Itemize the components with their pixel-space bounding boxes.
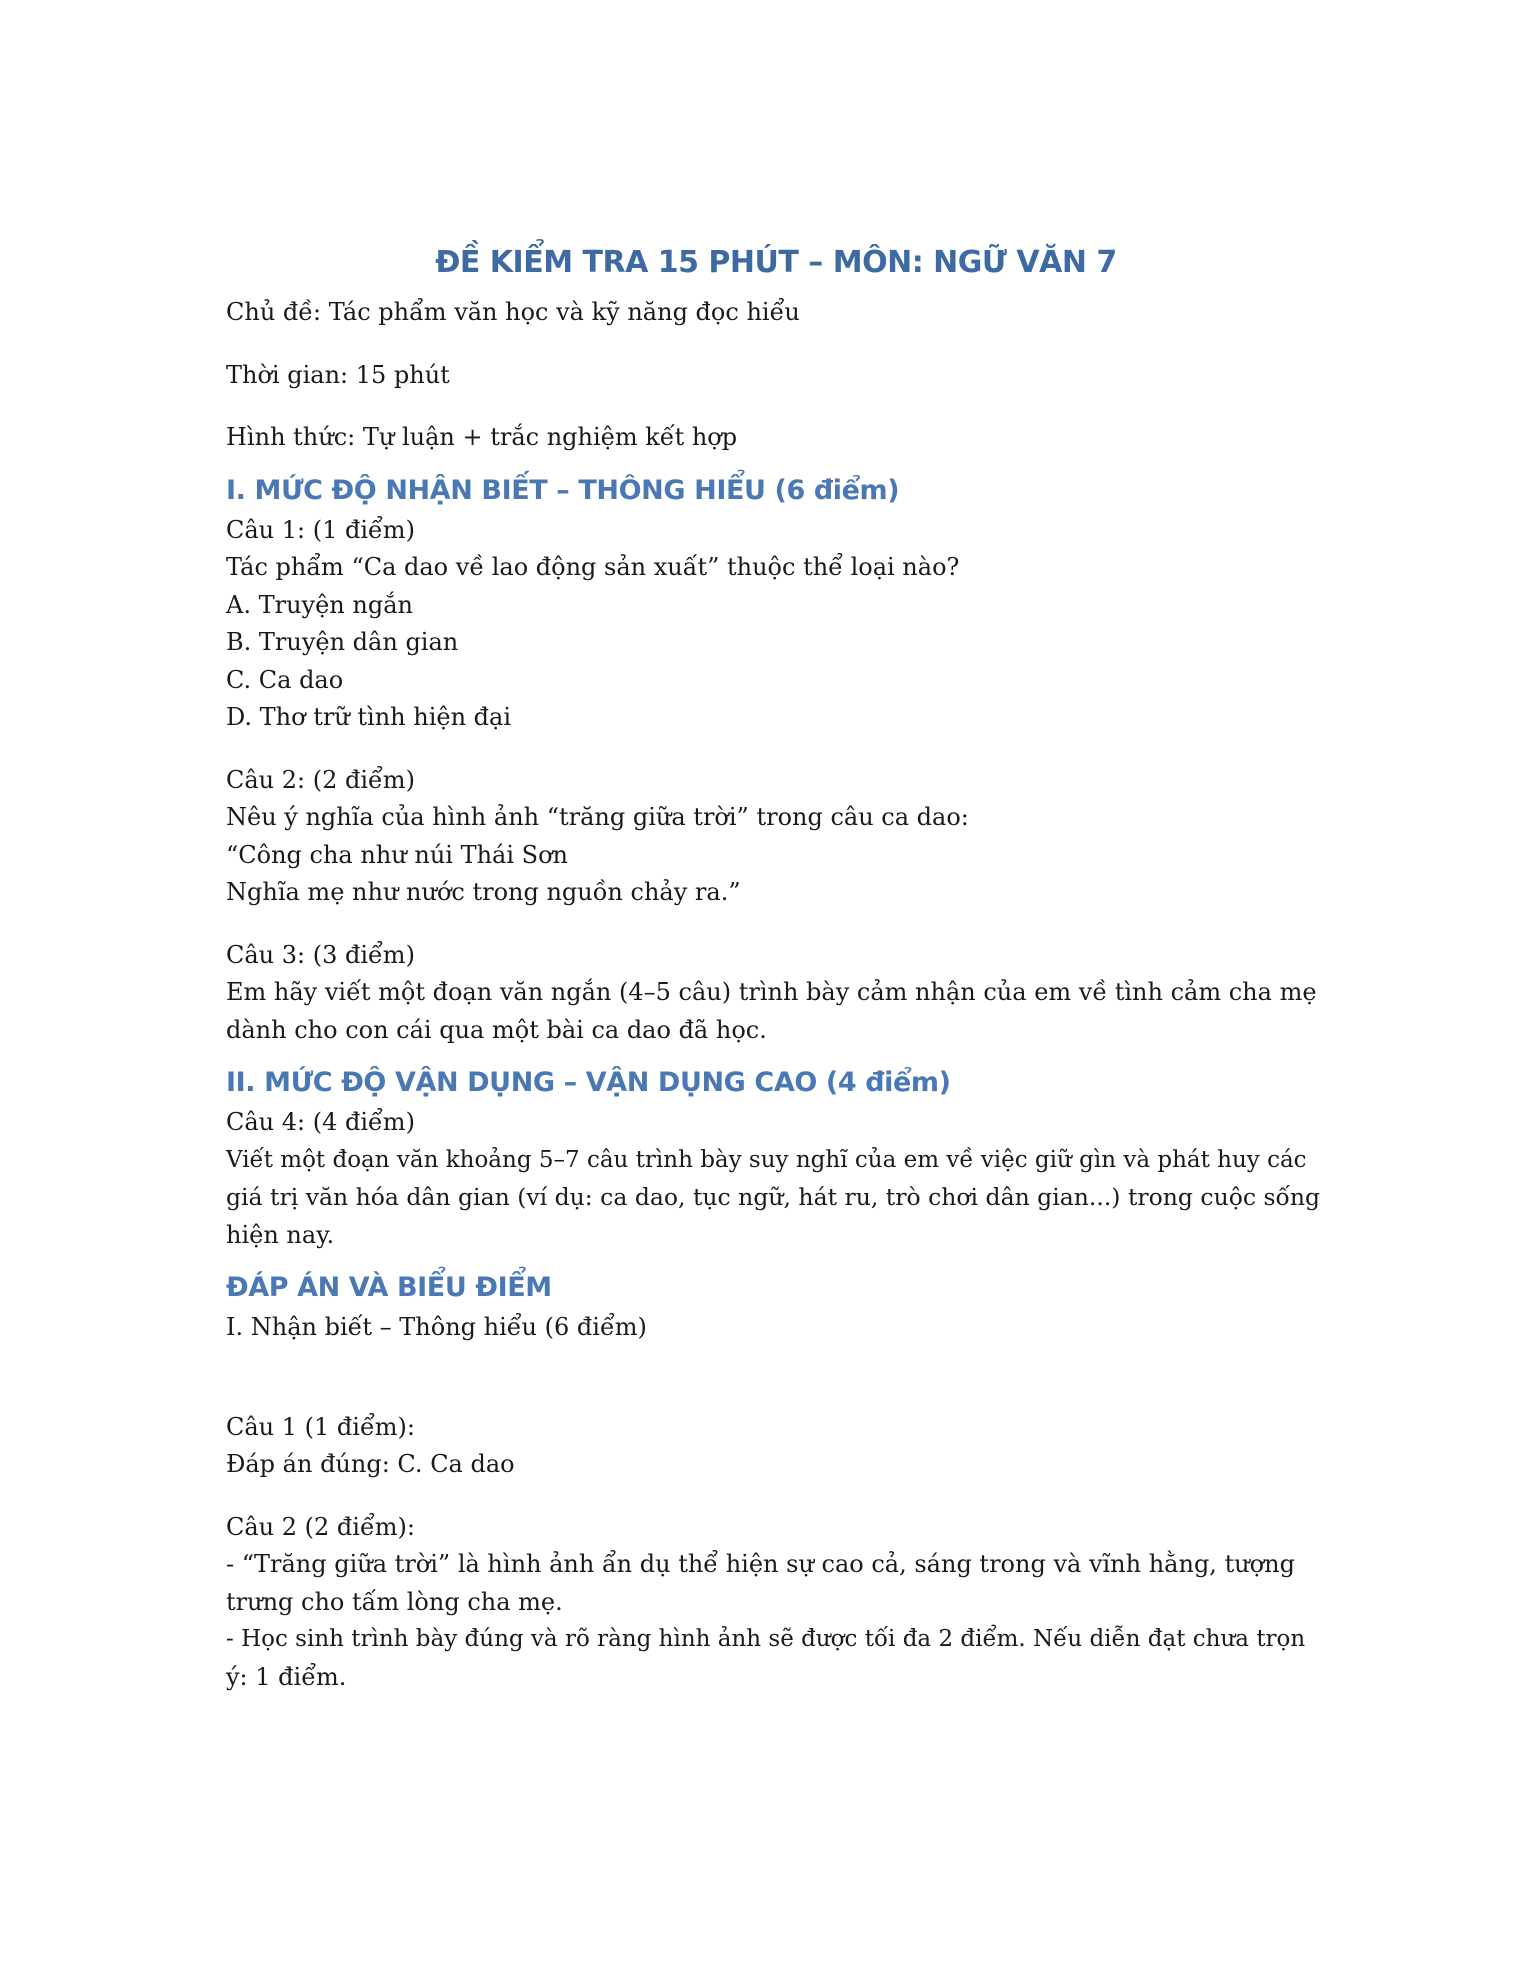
answers-subheading: I. Nhận biết – Thông hiểu (6 điểm) — [226, 1313, 647, 1341]
question-2-line: “Công cha như núi Thái Sơn — [226, 840, 569, 869]
format-line: Hình thức: Tự luận + trắc nghiệm kết hợp — [226, 423, 738, 451]
answer-1 — [226, 1409, 1326, 1484]
question-1-text: Tác phẩm “Ca dao về lao động sản xuất” thuộc thể loại nào? — [226, 553, 960, 581]
topic-line: Chủ đề: Tác phẩm văn học và kỹ năng đọc hiểu — [226, 298, 800, 326]
answer-2-line: - Học sinh trình bày đúng và rõ ràng hình ảnh sẽ được tối đa 2 điểm. Nếu diễn đạt chưa trọn — [226, 1626, 1306, 1652]
answer-2-line: ý: 1 điểm. — [226, 1662, 347, 1691]
question-2-label: Câu 2: (2 điểm) — [226, 765, 415, 794]
answer-1-label: Câu 1 (1 điểm): — [226, 1412, 415, 1441]
question-1-option-c: C. Ca dao — [226, 665, 344, 694]
question-1-label: Câu 1: (1 điểm) — [226, 515, 415, 544]
question-1-option-a: A. Truyện ngắn — [226, 590, 413, 619]
question-4-line: giá trị văn hóa dân gian (ví dụ: ca dao, tục ngữ, hát ru, trò chơi dân gian...) trong cuộc sống — [226, 1183, 1321, 1211]
section1-heading: I. MỨC ĐỘ NHẬN BIẾT – THÔNG HIỂU (6 điểm) — [226, 474, 900, 506]
question-2-line: Nghĩa mẹ như nước trong nguồn chảy ra.” — [226, 878, 741, 906]
question-4 — [226, 1104, 1326, 1254]
question-3-line: dành cho con cái qua một bài ca dao đã học. — [226, 1015, 767, 1044]
answer-1-text: Đáp án đúng: C. Ca dao — [226, 1450, 515, 1478]
question-4-label: Câu 4: (4 điểm) — [226, 1108, 415, 1136]
answer-2-label: Câu 2 (2 điểm): — [226, 1512, 415, 1541]
time-line: Thời gian: 15 phút — [226, 360, 450, 389]
question-1 — [226, 512, 1326, 737]
question-4-line: hiện nay. — [226, 1220, 335, 1249]
question-3 — [226, 937, 1326, 1050]
question-3-line: Em hãy viết một đoạn văn ngắn (4–5 câu) trình bày cảm nhận của em về tình cảm cha mẹ — [226, 978, 1317, 1006]
answer-2 — [226, 1509, 1326, 1697]
question-4-line: Viết một đoạn văn khoảng 5–7 câu trình bày suy nghĩ của em về việc giữ gìn và phát huy các — [226, 1146, 1307, 1173]
answer-2-line: - “Trăng giữa trời” là hình ảnh ẩn dụ thể hiện sự cao cả, sáng trong và vĩnh hằng, tượng — [226, 1550, 1295, 1578]
section2-heading: II. MỨC ĐỘ VẬN DỤNG – VẬN DỤNG CAO (4 điểm) — [226, 1067, 951, 1098]
question-2 — [226, 762, 1326, 912]
exam-document — [226, 238, 1326, 1696]
question-2-line: Nêu ý nghĩa của hình ảnh “trăng giữa trời” trong câu ca dao: — [226, 803, 969, 831]
answers-heading: ĐÁP ÁN VÀ BIỂU ĐIỂM — [226, 1272, 552, 1303]
question-1-option-b: B. Truyện dân gian — [226, 628, 459, 656]
question-1-option-d: D. Thơ trữ tình hiện đại — [226, 703, 512, 731]
question-3-label: Câu 3: (3 điểm) — [226, 940, 415, 969]
answer-2-line: trưng cho tấm lòng cha mẹ. — [226, 1587, 563, 1616]
exam-title: ĐỀ KIỂM TRA 15 PHÚT – MÔN: NGỮ VĂN 7 — [435, 245, 1117, 280]
